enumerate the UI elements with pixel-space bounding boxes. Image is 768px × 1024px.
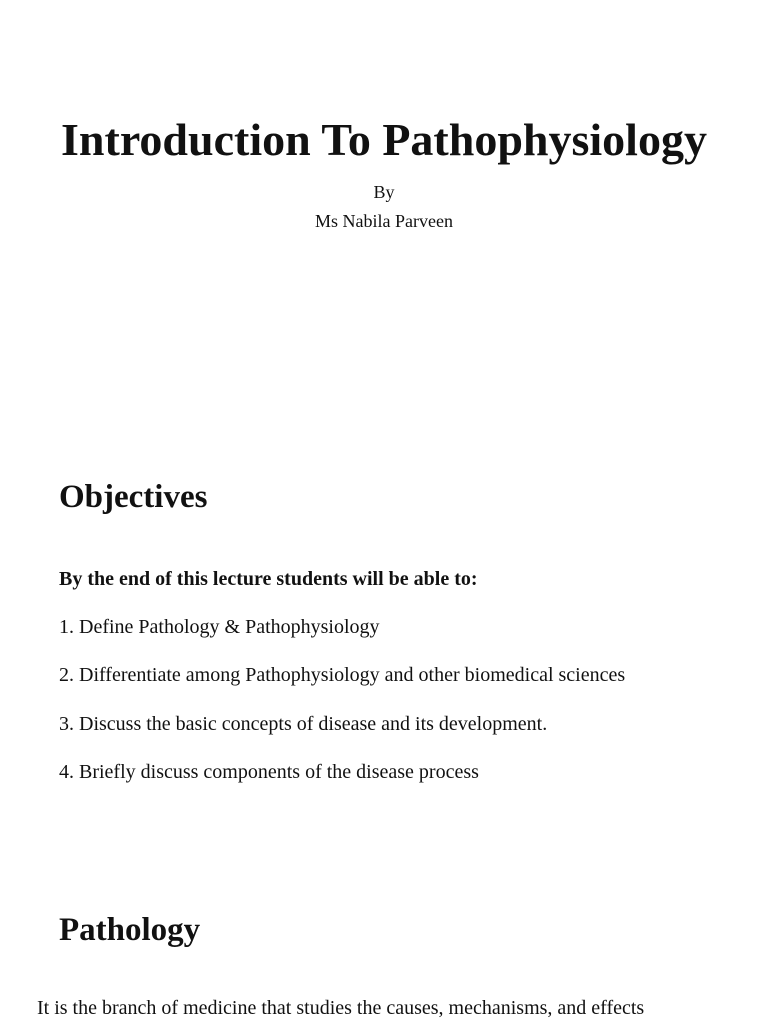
objectives-list — [59, 613, 625, 806]
objective-item: 3. Discuss the basic concepts of disease and its development. — [59, 712, 548, 735]
objectives-heading: Objectives — [59, 479, 208, 515]
title-slide — [0, 113, 768, 236]
objective-item: 4. Briefly discuss components of the disease process — [59, 760, 479, 783]
objectives-intro: By the end of this lecture students will be able to: — [59, 568, 478, 590]
document-title: Introduction To Pathophysiology — [61, 114, 707, 165]
objective-item: 1. Define Pathology & Pathophysiology — [59, 616, 380, 638]
pathology-definition: It is the branch of medicine that studies the causes, mechanisms, and effects — [37, 997, 645, 1019]
author-name: Ms Nabila Parveen — [315, 211, 453, 231]
by-label: By — [373, 182, 395, 202]
objective-item: 2. Differentiate among Pathophysiology and other biomedical sciences — [59, 664, 626, 687]
pathology-heading: Pathology — [59, 912, 201, 948]
